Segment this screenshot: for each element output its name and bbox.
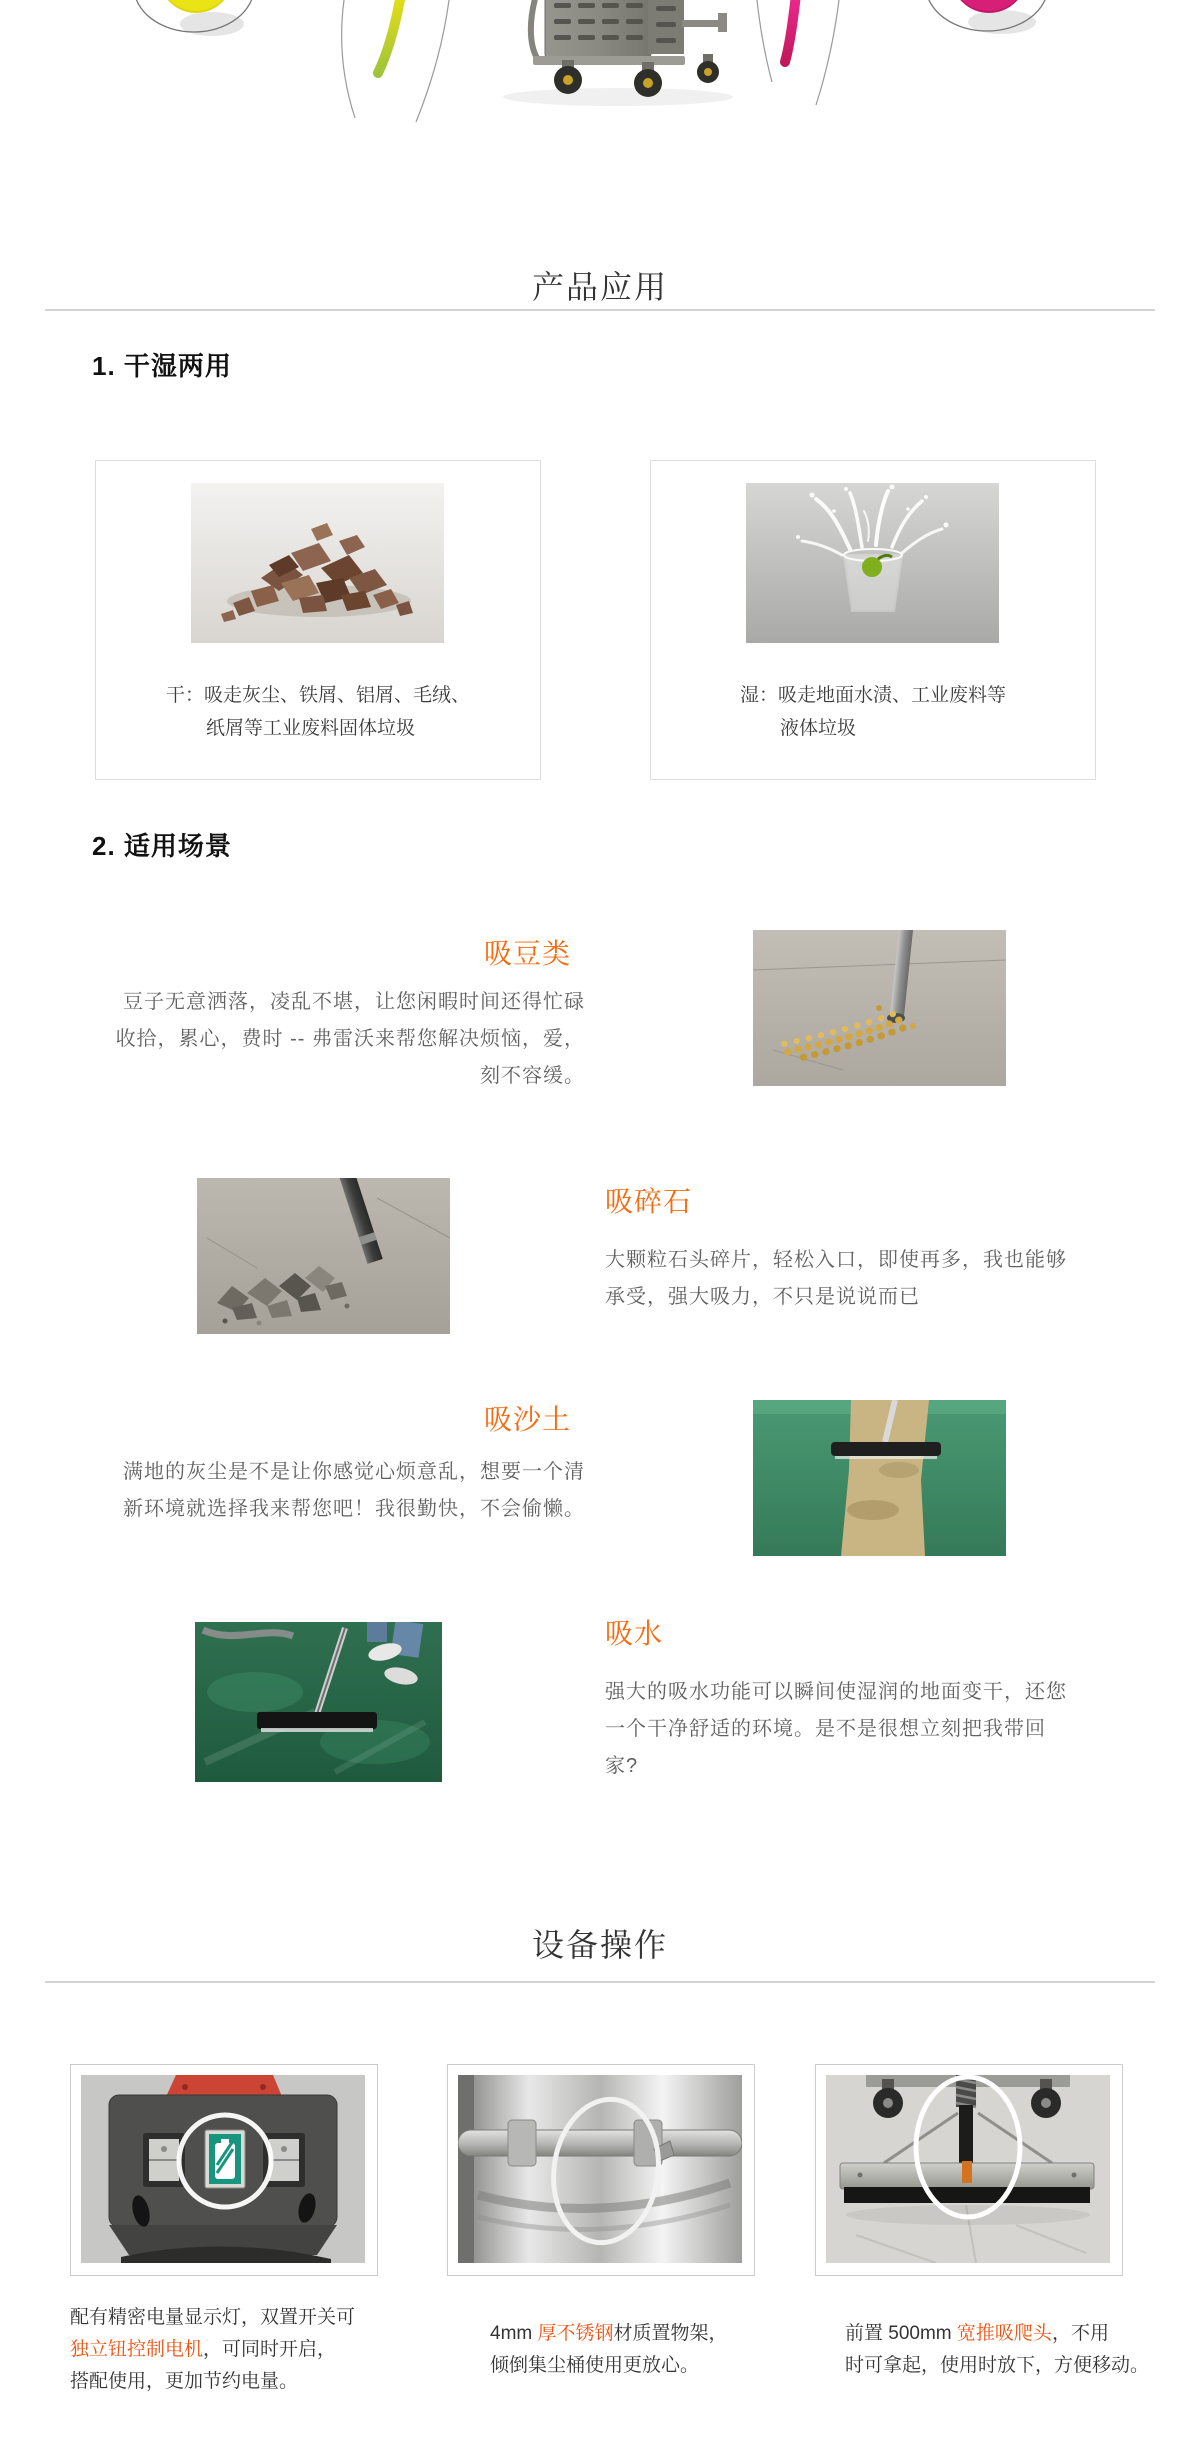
equip-caption-steel xyxy=(490,2318,728,2382)
water-suction-photo xyxy=(195,1622,442,1782)
equip-caption-squeegee xyxy=(845,2318,1149,2382)
dry-caption-line1: 干：吸走灰尘、铁屑、铝屑、毛绒、 xyxy=(165,685,470,706)
section-title-applications: 产品应用 xyxy=(531,269,668,305)
equip-card-steel-frame xyxy=(447,2064,755,2276)
glass xyxy=(844,549,902,611)
rocks-photo xyxy=(197,1178,450,1334)
beans-photo xyxy=(753,930,1006,1086)
dry-usage-card xyxy=(95,460,541,780)
section-divider xyxy=(45,1981,1155,1983)
hero-product-banner xyxy=(0,0,1200,125)
dry-card-caption xyxy=(96,679,540,745)
section-divider xyxy=(45,309,1155,311)
hero-right-arcs xyxy=(757,0,839,105)
scenario-heading-rocks: 吸碎石 xyxy=(605,1186,693,1217)
scenario-line: 刻不容缓。 xyxy=(480,1065,585,1087)
switch-panel-photo xyxy=(81,2075,365,2263)
caption-text: 材质置物架， xyxy=(613,2323,728,2344)
caption-text: 搭配使用，更加节约电量。 xyxy=(70,2371,299,2392)
caption-line xyxy=(845,2318,1149,2350)
scenario-heading-beans: 吸豆类 xyxy=(483,938,571,969)
scenario-heading-sand: 吸沙土 xyxy=(483,1404,571,1435)
scenario-line: 家? xyxy=(605,1755,639,1777)
caption-text: 前置 500mm xyxy=(845,2323,957,2344)
sand-photo xyxy=(753,1400,1006,1556)
scenario-line: 一个干净舒适的环境。是不是很想立刻把我带回 xyxy=(605,1718,1046,1740)
scenario-line: 承受，强大吸力，不只是说说而已 xyxy=(605,1286,920,1308)
scenario-paragraph-rocks xyxy=(605,1242,1105,1316)
scenario-paragraph-beans xyxy=(100,984,585,1095)
scenario-line: 豆子无意洒落，凌乱不堪，让您闲暇时间还得忙碌 xyxy=(123,991,585,1013)
scenario-line: 大颗粒石头碎片，轻松入口，即使再多，我也能够 xyxy=(605,1249,1067,1271)
caption-highlight: 宽推吸爬头 xyxy=(956,2323,1052,2344)
dry-caption-line2: 纸屑等工业废料固体垃圾 xyxy=(205,718,415,739)
section-title-operation: 设备操作 xyxy=(531,1927,668,1963)
caption-text: ，不用 xyxy=(1051,2323,1109,2344)
hero-pink-ball xyxy=(926,0,1048,34)
equip-card-switch-panel xyxy=(70,2064,378,2276)
hero-left-arcs xyxy=(342,0,449,122)
caption-line xyxy=(70,2334,355,2366)
scenario-paragraph-sand xyxy=(100,1454,585,1528)
scenario-line: 满地的灰尘是不是让你感觉心烦意乱，想要一个清 xyxy=(123,1461,585,1483)
caption-text: 4mm xyxy=(490,2323,538,2344)
caption-line xyxy=(70,2366,355,2398)
caption-highlight: 厚不锈钢 xyxy=(537,2323,614,2344)
squeegee-bar xyxy=(840,2161,1094,2203)
caption-text: 时可拿起，使用时放下，方便移动。 xyxy=(845,2355,1150,2376)
scenario-line: 收拾，累心，费时 -- 弗雷沃来帮您解决烦恼，爱， xyxy=(115,1028,585,1050)
caption-line xyxy=(490,2318,728,2350)
spring-tube xyxy=(956,2075,976,2165)
hero-cart-image xyxy=(503,0,733,106)
caption-line xyxy=(845,2350,1149,2382)
hero-yellow-stripe xyxy=(378,0,401,73)
caption-highlight: 独立钮控制电机 xyxy=(70,2339,204,2360)
subheading-dry-wet: 1. 干湿两用 xyxy=(92,351,232,381)
scenario-paragraph-water xyxy=(605,1674,1105,1785)
squeegee-head-photo xyxy=(826,2075,1110,2263)
equip-caption-switch xyxy=(70,2302,355,2398)
wet-usage-card xyxy=(650,460,1096,780)
subheading-scenarios: 2. 适用场景 xyxy=(92,831,232,861)
scenario-heading-water: 吸水 xyxy=(605,1618,664,1649)
scenario-line: 强大的吸水功能可以瞬间使湿润的地面变干，还您 xyxy=(605,1681,1067,1703)
battery-indicator xyxy=(205,2130,245,2188)
caption-text: 配有精密电量显示灯，双置开关可 xyxy=(70,2307,356,2328)
hero-pink-stripe xyxy=(785,0,796,62)
water-splash-photo xyxy=(746,483,999,643)
dry-debris-photo xyxy=(191,483,444,643)
sand-strip xyxy=(841,1400,929,1556)
caption-text: 倾倒集尘桶使用更放心。 xyxy=(490,2355,700,2376)
caption-line xyxy=(490,2350,728,2382)
caption-text: ，可同时开启， xyxy=(203,2339,337,2360)
scenario-line: 新环境就选择我来帮您吧！我很勤快，不会偷懒。 xyxy=(123,1498,585,1520)
wet-card-caption xyxy=(651,679,1095,745)
equip-card-squeegee-head xyxy=(815,2064,1123,2276)
hero-yellow-ball xyxy=(134,0,254,36)
wet-caption-line1: 湿：吸走地面水渍、工业废料等 xyxy=(739,685,1006,706)
caption-line xyxy=(70,2302,355,2334)
steel-drum-photo xyxy=(458,2075,742,2263)
wet-caption-line2: 液体垃圾 xyxy=(779,718,856,739)
